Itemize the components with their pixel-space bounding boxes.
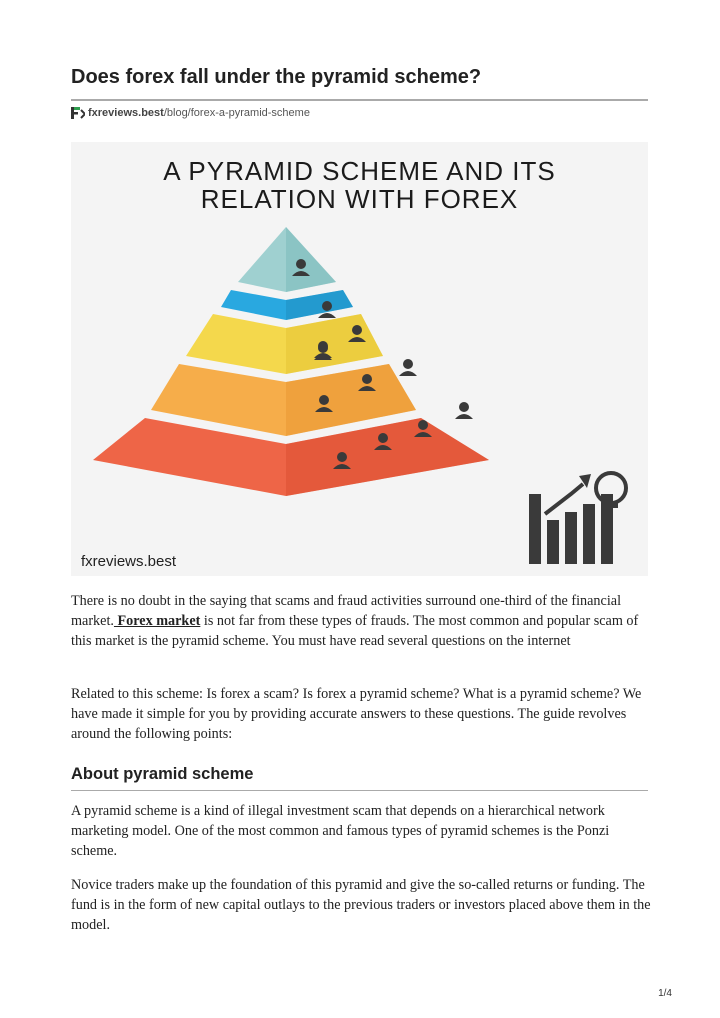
person-icon xyxy=(455,402,473,419)
hero-image xyxy=(71,142,648,576)
source-host[interactable]: fxreviews.best xyxy=(88,107,164,119)
hero-title-line2: RELATION WITH FOREX xyxy=(200,184,519,214)
fxreviews-logo-icon xyxy=(71,107,85,119)
growth-chart-lightbulb-icon xyxy=(529,473,626,564)
paragraph-1 xyxy=(71,591,651,651)
paragraph-3: A pyramid scheme is a kind of illegal investment scam that depends on a hierarchical network marketing model. One of the most common and famous types of pyramid schemes is the Ponzi scheme. xyxy=(71,803,610,859)
page-number: 1/4 xyxy=(658,988,672,999)
person-icon xyxy=(399,359,417,376)
page-title: Does forex fall under the pyramid scheme? xyxy=(71,66,482,88)
paragraph-1-text-a: There is no doubt in the saying that scams and fraud activities surround one-third of the financial market. xyxy=(71,593,622,629)
paragraph-1-text-b: is not far from these types of frauds. The most common and popular scam of this market is the pyramid scheme. You must have read several questions on the internet xyxy=(71,613,639,649)
paragraph-4: Novice traders make up the foundation of this pyramid and give the so-called returns or funding. The fund is in the form of new capital outlays to the previous traders or investors placed above them in the model. xyxy=(71,877,651,933)
section-divider xyxy=(71,790,648,791)
paragraph-2: Related to this scheme: Is forex a scam? Is forex a pyramid scheme? What is a pyramid scheme? We have made it simple for you by providing accurate answers to these questions. The guide revolves around the following points: xyxy=(71,686,642,742)
section-heading: About pyramid scheme xyxy=(71,765,254,783)
forex-market-link[interactable]: Forex market xyxy=(113,613,201,629)
hero-brand-watermark: fxreviews.best xyxy=(81,553,177,570)
title-divider xyxy=(71,99,648,101)
hero-title-line1: A PYRAMID SCHEME AND ITS xyxy=(163,156,556,186)
source-path[interactable]: /blog/forex-a-pyramid-scheme xyxy=(163,107,310,119)
source-line xyxy=(71,107,310,119)
